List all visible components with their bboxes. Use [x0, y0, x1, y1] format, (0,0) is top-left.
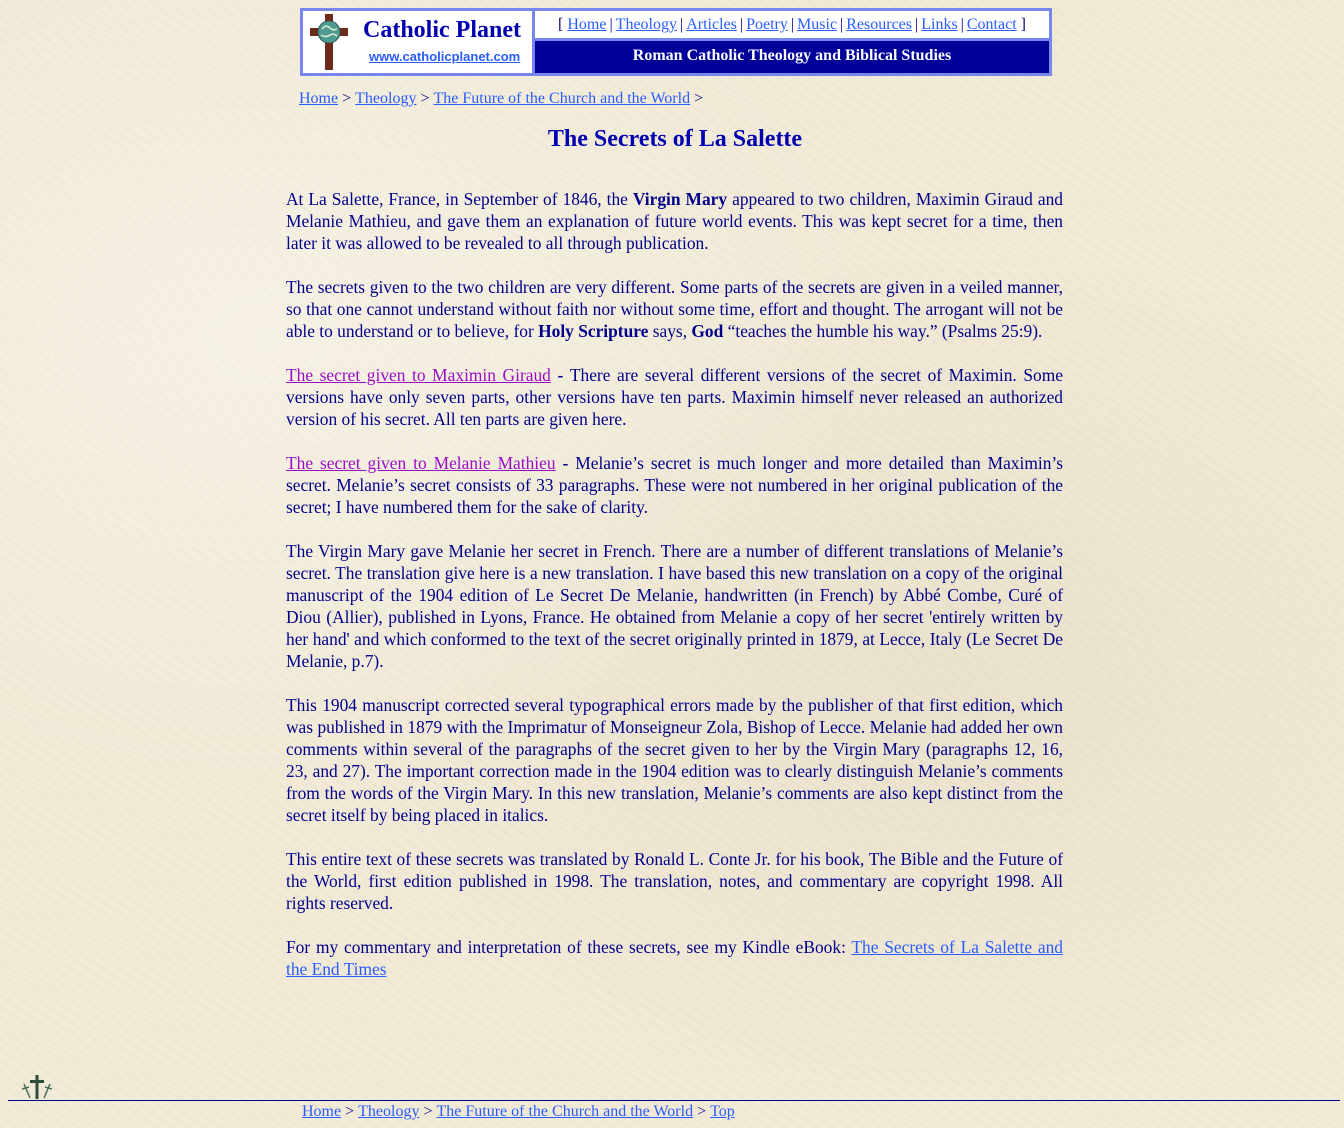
- breadcrumb-home[interactable]: Home: [299, 90, 339, 107]
- footer-divider: [8, 1100, 1340, 1101]
- paragraph-maximin: [286, 364, 1063, 430]
- site-title: Catholic Planet: [363, 17, 521, 43]
- dash: -: [555, 453, 576, 473]
- breadcrumb-separator: >: [345, 1103, 355, 1120]
- breadcrumb-separator: >: [694, 90, 704, 107]
- footer-breadcrumb-home[interactable]: Home: [302, 1103, 342, 1120]
- logo-cell: [303, 11, 535, 73]
- footer-breadcrumb-top[interactable]: Top: [710, 1103, 735, 1120]
- footer-breadcrumb-section[interactable]: The Future of the Church and the World: [436, 1103, 694, 1120]
- three-crosses-icon: [22, 1074, 52, 1100]
- maximin-secret-link[interactable]: The secret given to Maximin Giraud: [286, 365, 551, 385]
- dash: -: [550, 365, 570, 385]
- nav-contact[interactable]: Contact: [966, 16, 1017, 33]
- paragraph-text: “teaches the humble his way.” (Psalms 25:9).: [723, 321, 1043, 341]
- breadcrumb-separator: >: [342, 90, 352, 107]
- paragraph-manuscript: This 1904 manuscript corrected several typographical errors made by the publisher of that first edition, which was published in 1879 with the Imprimatur of Monseigneur Zola, Bishop of Lecce. Melanie had added her own comments within several of the paragraphs of the secret given to her by the Virgin Mary (paragraphs 12, 16, 23, and 27). The important correction made in the 1904 edition was to clearly distinguish Melanie’s comments from the words of the Virgin Mary. In this new translation, Melanie’s comments are also kept distinct from the secret itself by being placed in italics.: [286, 695, 1063, 825]
- footer-breadcrumb-theology[interactable]: Theology: [358, 1103, 420, 1120]
- footer-breadcrumb: [302, 1103, 735, 1121]
- paragraph-intro: [286, 188, 1063, 254]
- nav-articles[interactable]: Articles: [686, 16, 737, 33]
- nav-resources[interactable]: Resources: [846, 16, 913, 33]
- melanie-secret-link[interactable]: The secret given to Melanie Mathieu: [286, 453, 556, 473]
- site-url-link[interactable]: www.catholicplanet.com: [369, 49, 521, 64]
- breadcrumb: [299, 90, 707, 108]
- page-title: The Secrets of La Salette: [547, 126, 803, 152]
- nav-links[interactable]: Links: [921, 16, 958, 33]
- bold-term: Virgin Mary: [632, 189, 728, 209]
- ebook-link[interactable]: The Secrets of La Salette and the End Times: [286, 937, 1063, 979]
- paragraph-text: The secrets given to the two children are very different. Some parts of the secrets are given in a veiled manner, so that one cannot understand without faith nor without some time, effort and thought. The arrogant will not be able to understand or to believe, for: [286, 277, 1063, 341]
- article-body: [286, 188, 1063, 1002]
- breadcrumb-separator: >: [423, 1103, 433, 1120]
- paragraph-ebook: [286, 936, 1063, 980]
- paragraph-copyright: This entire text of these secrets was translated by Ronald L. Conte Jr. for his book, The Bible and the Future of the World, first edition published in 1998. The translation, notes, and commentary are copyright 1998. All rights reserved.: [286, 849, 1063, 913]
- breadcrumb-section[interactable]: The Future of the Church and the World: [433, 90, 691, 107]
- paragraph-text: For my commentary and interpretation of these secrets, see my Kindle eBook:: [286, 937, 852, 957]
- paragraph-melanie: [286, 452, 1063, 518]
- site-tagline: Roman Catholic Theology and Biblical Studies: [535, 41, 1049, 73]
- bold-term: God: [691, 321, 724, 341]
- breadcrumb-separator: >: [420, 90, 430, 107]
- nav-music[interactable]: Music: [797, 16, 838, 33]
- nav-bracket-close: ]: [1020, 16, 1026, 33]
- breadcrumb-separator: >: [697, 1103, 707, 1120]
- paragraph-text: Melanie’s secret is much longer and more detailed than Maximin’s secret. Melanie’s secret consists of 33 paragraphs. These were not numbered in her original publication of the secret; I have numbered them for the sake of clarity.: [286, 453, 1063, 517]
- breadcrumb-theology[interactable]: Theology: [355, 90, 417, 107]
- nav-theology[interactable]: Theology: [615, 16, 677, 33]
- paragraph-text: says,: [648, 321, 692, 341]
- bold-term: Holy Scripture: [538, 321, 649, 341]
- paragraph-text: appeared to two children, Maximin Giraud and Melanie Mathieu, and gave them an explanation of future world events. This was kept secret for a time, then later it was allowed to be revealed to all through publication.: [286, 189, 1063, 253]
- paragraph-secrets: [286, 276, 1063, 342]
- paragraph-text: There are several different versions of the secret of Maximin. Some versions have only seven parts, other versions have ten parts. Maximin himself never released an authorized version of his secret. All ten parts are given here.: [286, 365, 1063, 429]
- paragraph-translation: The Virgin Mary gave Melanie her secret in French. There are a number of different translations of Melanie’s secret. The translation give here is a new translation. I have based this new translation on a copy of the original manuscript of the 1904 edition of Le Secret De Melanie, handwritten (in French) by Abbé Combe, Curé of Diou (Allier), published in Lyons, France. He obtained from Melanie a copy of her secret 'entirely written by her hand' and which conformed to the text of the secret originally printed in 1879, at Lecce, Italy (Le Secret De Melanie, p.7).: [286, 541, 1063, 671]
- site-header: [300, 8, 1052, 76]
- nav-cell: [535, 11, 1049, 73]
- nav-home[interactable]: Home: [567, 16, 607, 33]
- nav-poetry[interactable]: Poetry: [746, 16, 788, 33]
- cross-globe-icon[interactable]: [308, 13, 350, 71]
- paragraph-text: At La Salette, France, in September of 1846, the: [286, 189, 633, 209]
- nav-bracket-open: [: [558, 16, 564, 33]
- main-nav: [ Home | Theology | Articles | Poetry | Music | Resources | Links | Contact ]: [535, 11, 1049, 41]
